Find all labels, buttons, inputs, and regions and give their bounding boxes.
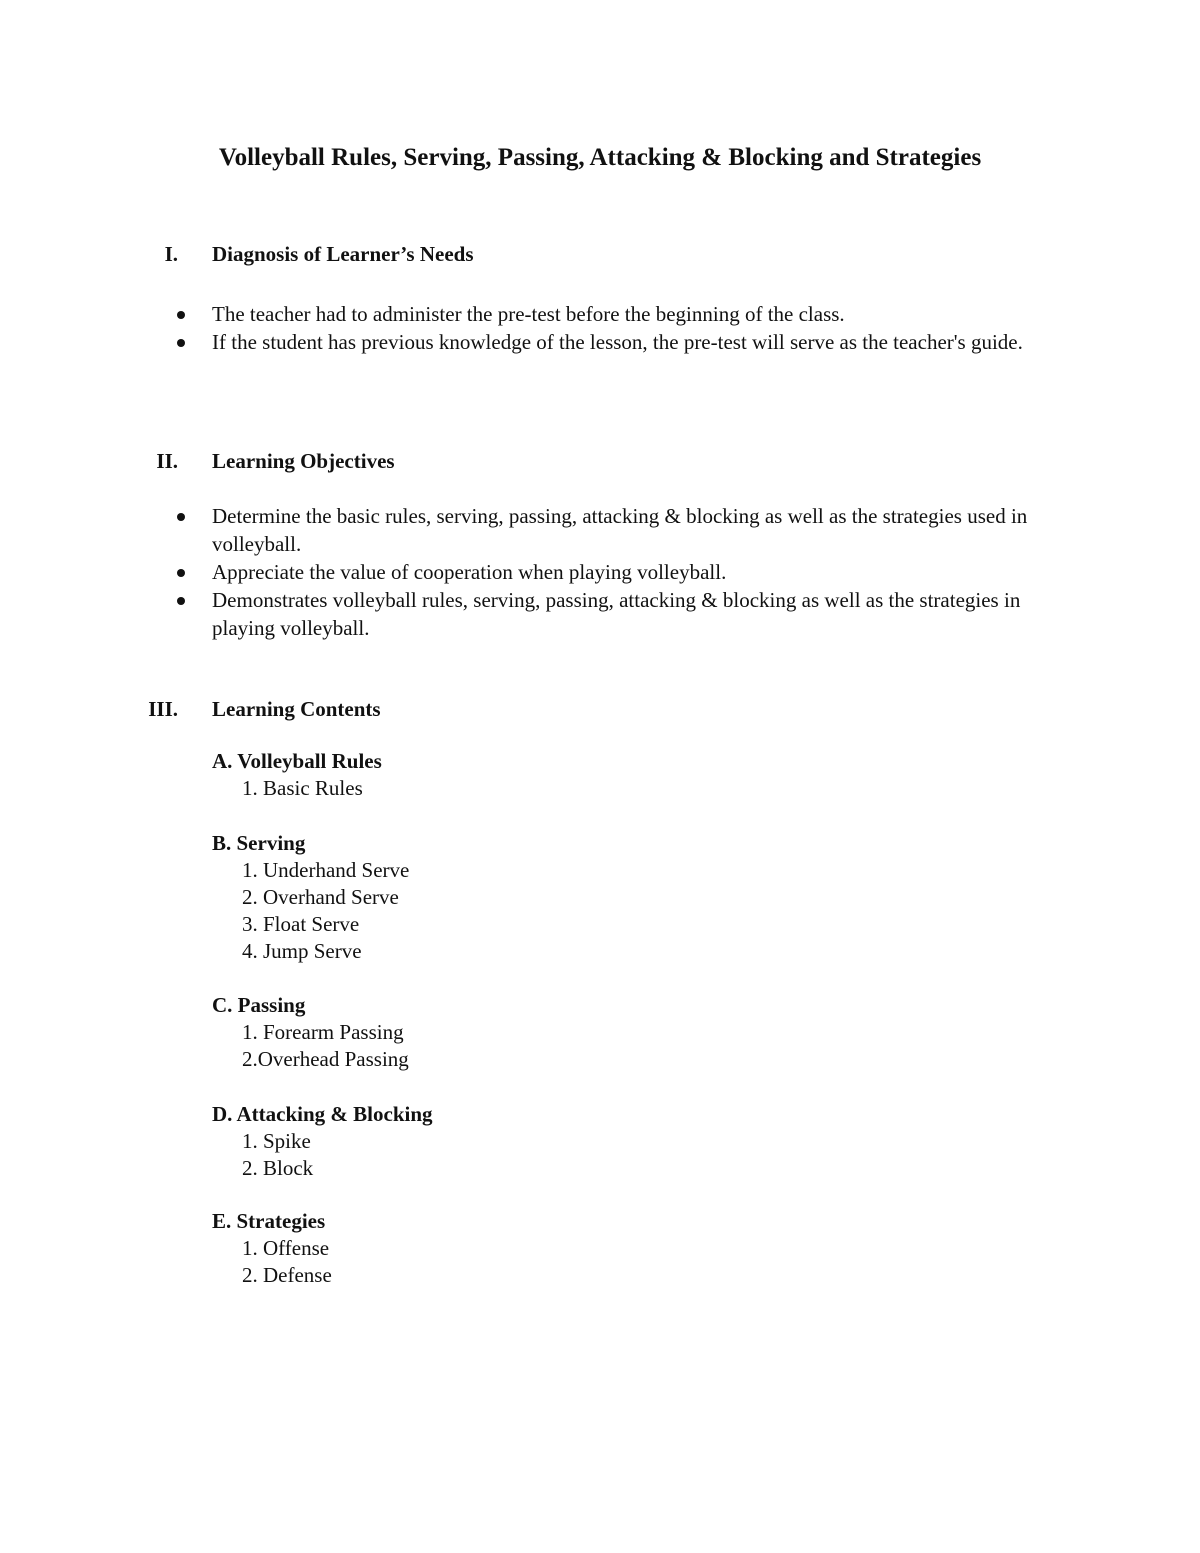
subsection-title: B. Serving xyxy=(212,831,306,855)
subsection-passing xyxy=(212,992,1012,1073)
section-numeral: III. xyxy=(148,697,178,721)
bullet-icon xyxy=(177,311,185,319)
list-item: 4. Jump Serve xyxy=(242,939,362,963)
list-item-text: Demonstrates volleyball rules, serving, passing, attacking & blocking as well as the strategies in playing volleyball. xyxy=(212,588,1021,640)
list-item: 1. Underhand Serve xyxy=(242,858,410,882)
section-heading-contents: Learning Contents xyxy=(212,697,381,721)
subsection-title: C. Passing xyxy=(212,993,306,1017)
list-item xyxy=(175,586,1075,642)
list-item xyxy=(175,502,1075,558)
subsection-title: A. Volleyball Rules xyxy=(212,749,382,773)
subsection-serving xyxy=(212,830,1012,965)
document-title: Volleyball Rules, Serving, Passing, Attacking & Blocking and Strategies xyxy=(218,144,982,171)
list-item-text: The teacher had to administer the pre-test before the beginning of the class. xyxy=(212,302,845,326)
bullet-icon xyxy=(177,569,185,577)
subsection-list xyxy=(212,1019,1012,1073)
list-item: 1. Basic Rules xyxy=(242,776,363,800)
subsection-volleyball-rules xyxy=(212,748,1012,802)
subsection-strategies xyxy=(212,1208,1012,1289)
list-item xyxy=(175,558,1075,586)
subsection-list xyxy=(212,1235,1012,1289)
list-item-text: If the student has previous knowledge of the lesson, the pre-test will serve as the teacher's guide. xyxy=(212,330,1023,354)
list-item: 1. Spike xyxy=(242,1129,311,1153)
list-item xyxy=(175,328,1075,356)
subsection-list xyxy=(212,1128,1012,1182)
bullet-icon xyxy=(177,513,185,521)
section-heading-objectives: Learning Objectives xyxy=(212,449,395,473)
subsection-attacking-blocking xyxy=(212,1101,1012,1182)
section-numeral: I. xyxy=(164,242,178,266)
bullet-icon xyxy=(177,339,185,347)
list-item: 2. Block xyxy=(242,1156,314,1180)
subsection-list xyxy=(212,775,1012,802)
bullet-list-diagnosis xyxy=(175,300,1075,356)
list-item: 2.Overhead Passing xyxy=(242,1047,409,1071)
list-item: 1. Forearm Passing xyxy=(242,1020,404,1044)
list-item-text: Determine the basic rules, serving, passing, attacking & blocking as well as the strategies used in volleyball. xyxy=(212,504,1028,556)
list-item: 1. Offense xyxy=(242,1236,330,1260)
list-item: 2. Overhand Serve xyxy=(242,885,399,909)
section-numeral: II. xyxy=(156,449,178,473)
list-item: 3. Float Serve xyxy=(242,912,360,936)
subsection-title: E. Strategies xyxy=(212,1209,326,1233)
bullet-list-objectives xyxy=(175,502,1075,642)
bullet-icon xyxy=(177,597,185,605)
list-item: 2. Defense xyxy=(242,1263,332,1287)
list-item-text: Appreciate the value of cooperation when playing volleyball. xyxy=(212,560,727,584)
subsection-title: D. Attacking & Blocking xyxy=(212,1102,433,1126)
section-heading-diagnosis: Diagnosis of Learner’s Needs xyxy=(212,242,474,266)
list-item xyxy=(175,300,1075,328)
subsection-list xyxy=(212,857,1012,965)
